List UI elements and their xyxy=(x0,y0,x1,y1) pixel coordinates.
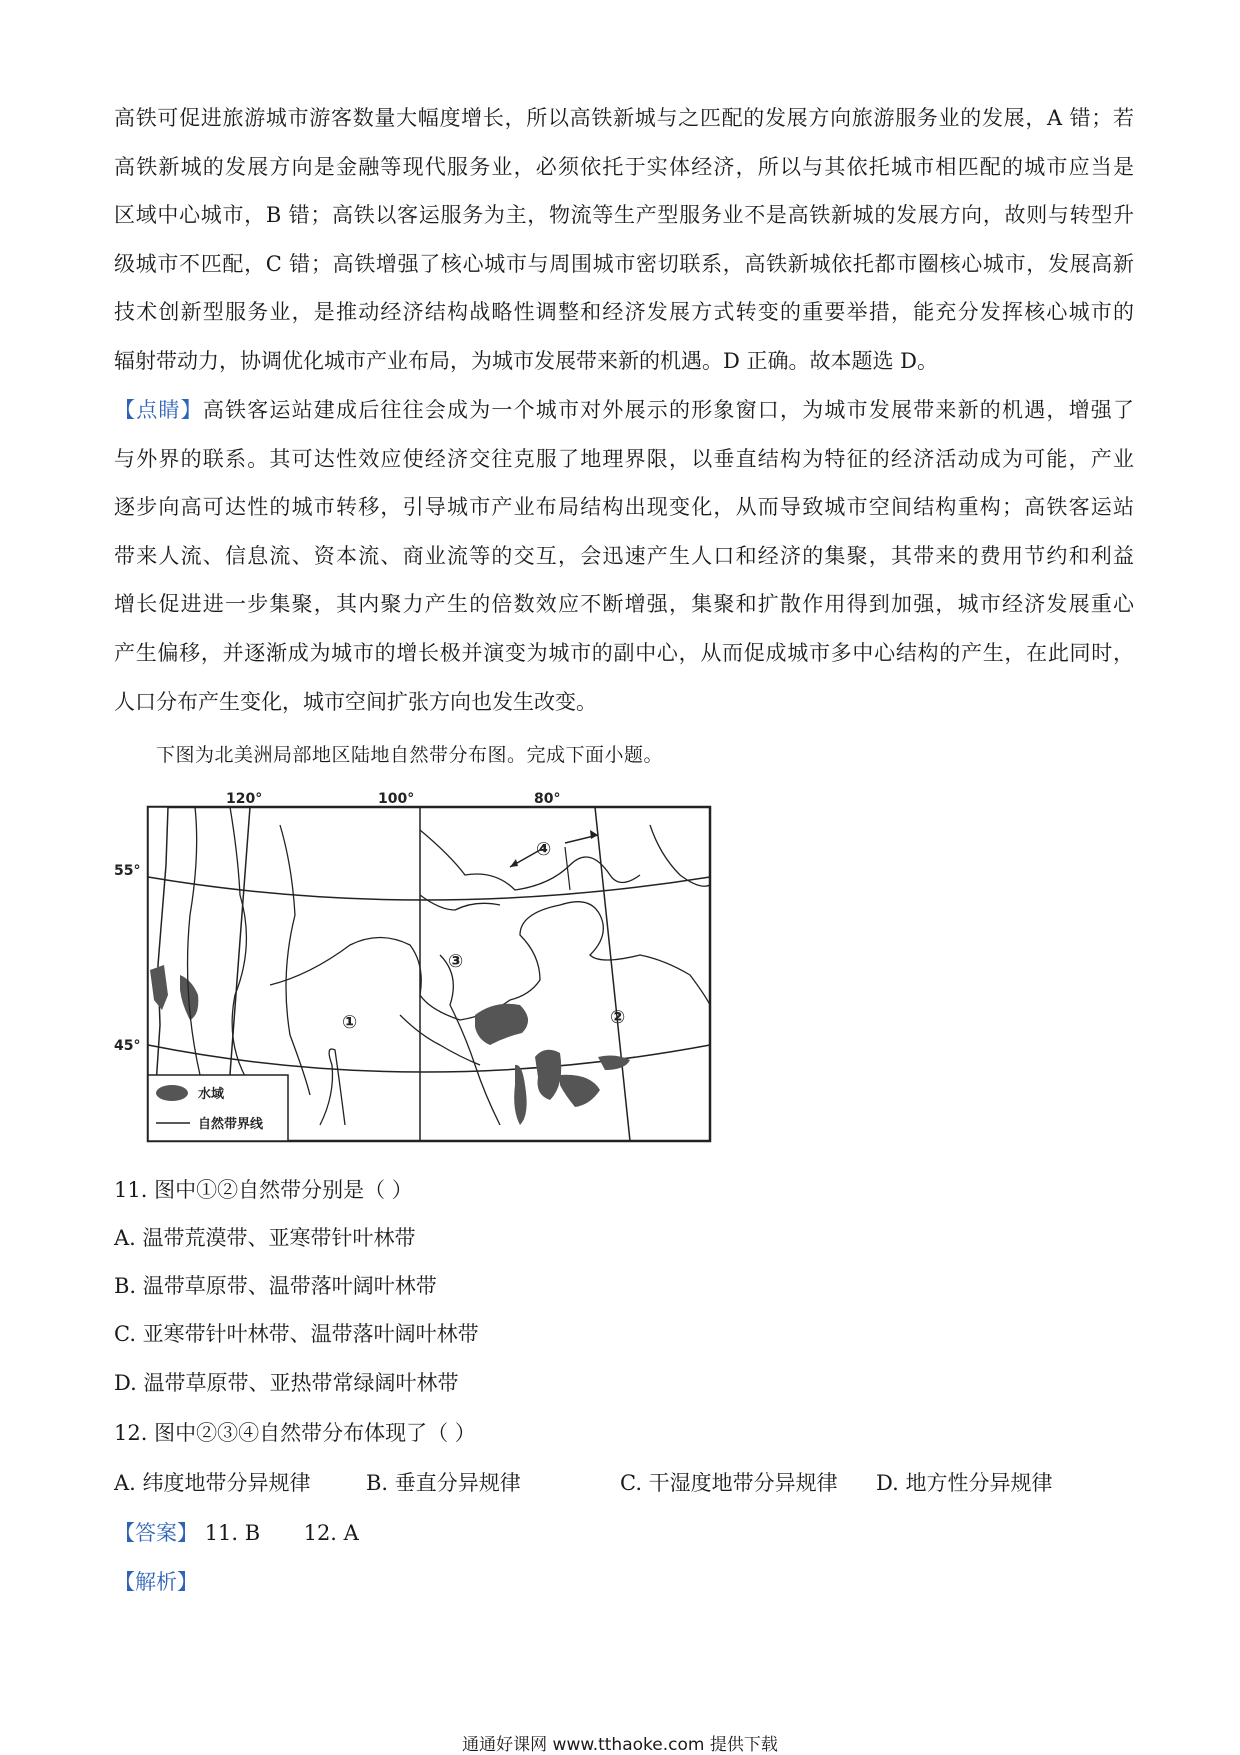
answer-label: 【答案】 xyxy=(114,1521,198,1545)
text-line: 区域中心城市，B 错；高铁以客运服务为主，物流等生产型服务业不是高铁新城的发展方向，故则与转型升 xyxy=(114,203,1134,228)
text-line: 与外界的联系。其可达性效应使经济交往克服了地理界限，以垂直结构为特征的经济活动成为可能，产业 xyxy=(114,446,1134,471)
text-line: 带来人流、信息流、资本流、商业流等的交互，会迅速产生人口和经济的集聚，其带来的费用节约和利益 xyxy=(114,543,1134,568)
text-line: 产生偏移，并逐渐成为城市的增长极并演变为城市的副中心，从而促成城市多中心结构的产生，在此同时， xyxy=(114,640,1134,665)
zone-label-3: ③ xyxy=(448,951,464,972)
dianjing-paragraph xyxy=(114,386,1134,726)
question-12-stem: 12. 图中②③④自然带分布体现了（ ） xyxy=(114,1421,476,1445)
answer-line xyxy=(114,1517,359,1547)
lon-label-120: 120° xyxy=(226,791,263,807)
question-intro: 下图为北美洲局部地区陆地自然带分布图。完成下面小题。 xyxy=(156,744,664,766)
text-line: 辐射带动力，协调优化城市产业布局，为城市发展带来新的机遇。D 正确。故本题选 D。 xyxy=(114,348,939,373)
text-line: 高铁可促进旅游城市游客数量大幅度增长，所以高铁新城与之匹配的发展方向旅游服务业的发展，A 错；若 xyxy=(114,106,1134,130)
answer-q11: 11. B xyxy=(204,1521,261,1545)
answer-q12: 12. A xyxy=(303,1521,359,1545)
text-line xyxy=(114,386,1134,435)
text-line: 技术创新型服务业，是推动经济结构战略性调整和经济发展方式转变的重要举措，能充分发挥核心城市的 xyxy=(114,300,1134,325)
question-12-option-c[interactable]: C. 干湿度地带分异规律 xyxy=(620,1471,838,1495)
text-line: 人口分布产生变化，城市空间扩张方向也发生改变。 xyxy=(114,689,597,714)
legend-boundary-label: 自然带界线 xyxy=(198,1117,264,1132)
lat-label-55: 55° xyxy=(114,863,141,879)
map-legend xyxy=(148,1075,288,1141)
question-12-option-a[interactable]: A. 纬度地带分异规律 xyxy=(114,1471,311,1495)
page-footer: 通通好课网 www.tthaoke.com 提供下载 xyxy=(462,1735,778,1755)
lat-label-45: 45° xyxy=(114,1038,141,1054)
north-america-natural-zone-map xyxy=(114,791,720,1155)
zone-label-4: ④ xyxy=(536,839,552,860)
dianjing-first-line: 高铁客运站建成后往往会成为一个城市对外展示的形象窗口，为城市发展带来新的机遇，增强了 xyxy=(202,398,1135,422)
explanation-paragraph xyxy=(114,94,1134,386)
question-11-option-b[interactable]: B. 温带草原带、温带落叶阔叶林带 xyxy=(114,1274,437,1298)
question-12-option-d[interactable]: D. 地方性分异规律 xyxy=(876,1471,1053,1495)
question-11-option-c[interactable]: C. 亚寒带针叶林带、温带落叶阔叶林带 xyxy=(114,1322,479,1346)
legend-water-label: 水域 xyxy=(198,1087,225,1102)
analysis-label: 【解析】 xyxy=(114,1570,198,1594)
text-line: 逐步向高可达性的城市转移，引导城市产业布局结构出现变化，从而导致城市空间结构重构；高铁客运站 xyxy=(114,495,1134,520)
text-line: 高铁新城的发展方向是金融等现代服务业，必须依托于实体经济，所以与其依托城市相匹配的城市应当是 xyxy=(114,154,1134,179)
text-line: 级城市不匹配，C 错；高铁增强了核心城市与周围城市密切联系，高铁新城依托都市圈核心城市，发展高新 xyxy=(114,251,1134,276)
zone-label-2: ② xyxy=(610,1007,626,1028)
question-11-option-a[interactable]: A. 温带荒漠带、亚寒带针叶林带 xyxy=(114,1226,416,1250)
zone-label-1: ① xyxy=(342,1012,358,1033)
question-11-stem: 11. 图中①②自然带分别是（ ） xyxy=(114,1178,413,1202)
question-12-option-b[interactable]: B. 垂直分异规律 xyxy=(366,1471,521,1495)
dianjing-label: 【点睛】 xyxy=(114,398,203,422)
lon-label-100: 100° xyxy=(378,791,415,807)
question-11-option-d[interactable]: D. 温带草原带、亚热带常绿阔叶林带 xyxy=(114,1371,459,1395)
lon-label-80: 80° xyxy=(534,791,561,807)
text-line: 增长促进进一步集聚，其内聚力产生的倍数效应不断增强，集聚和扩散作用得到加强，城市经济发展重心 xyxy=(114,592,1134,617)
